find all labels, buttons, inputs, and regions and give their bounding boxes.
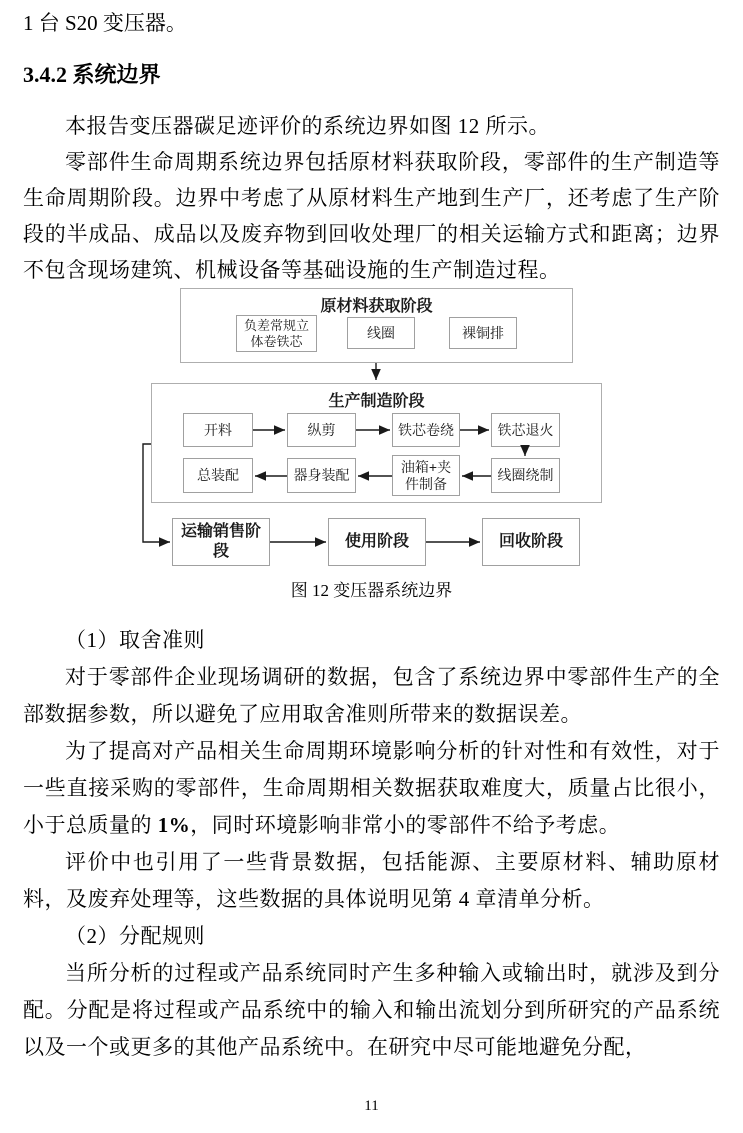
one-percent-rule-text-post: ，同时环境影响非常小的零部件不给予考虑。 <box>190 813 621 837</box>
process-box-body-assembly: 器身装配 <box>287 458 356 493</box>
stage-box-recycle: 回收阶段 <box>482 518 580 566</box>
paragraph-one-percent-rule <box>23 733 720 844</box>
stage-box-transport-sales: 运输销售阶段 <box>172 518 270 566</box>
process-box-final-assembly: 总装配 <box>183 458 253 493</box>
one-percent-rule-text-pre: 为了提高对产品相关生命周期环境影响分析的针对性和有效性，对于一些直接采购的零部件，生命周期相关数据获取难度大，质量占比很小，小于总质量的 <box>23 739 720 837</box>
one-percent-value: 1% <box>157 813 191 837</box>
paragraph-allocation-rule-title: （2）分配规则 <box>65 924 205 948</box>
intro-line: 1 台 S20 变压器。 <box>23 11 187 35</box>
section-heading: 3.4.2 系统边界 <box>23 62 161 87</box>
stage-box-use: 使用阶段 <box>328 518 426 566</box>
paragraph-overview: 本报告变压器碳足迹评价的系统边界如图 12 所示。 <box>65 114 550 138</box>
stage-title-production: 生产制造阶段 <box>328 393 425 410</box>
process-box-core-annealing: 铁芯退火 <box>491 413 560 447</box>
paragraph-background-data: 评价中也引用了一些背景数据，包括能源、主要原材料、辅助原材料，及废弃处理等，这些数据的具体说明见第 4 章清单分析。 <box>23 850 720 911</box>
stage-title-raw-material: 原材料获取阶段 <box>320 298 433 315</box>
paragraph-allocation-rule-body: 当所分析的过程或产品系统同时产生多种输入或输出时，就涉及到分配。分配是将过程或产品系统中的输入和输出流划分到所研究的产品系统以及一个或更多的其他产品系统中。在研究中尽可能地避免分配， <box>23 961 720 1059</box>
process-box-core-winding: 铁芯卷绕 <box>392 413 460 447</box>
paragraph-boundary-description: 零部件生命周期系统边界包括原材料获取阶段，零部件的生产制造等生命周期阶段。边界中考虑了从原材料生产地到生产厂，还考虑了生产阶段的半成品、成品以及废弃物到回收处理厂的相关运输方式和距离；边界不包含现场建筑、机械设备等基础设施的生产制造过程。 <box>23 150 720 282</box>
process-box-cutting: 开料 <box>183 413 253 447</box>
process-box-wound-core: 负差常规立体卷铁芯 <box>236 315 317 352</box>
text-block-above-figure <box>23 108 720 288</box>
page-number: 11 <box>364 1098 379 1114</box>
text-block-below-figure <box>23 622 720 1066</box>
figure-caption: 图 12 变压器系统边界 <box>290 581 453 600</box>
paragraph-cutoff-rule-body: 对于零部件企业现场调研的数据，包含了系统边界中零部件生产的全部数据参数，所以避免了应用取舍准则所带来的数据误差。 <box>23 665 720 726</box>
figure-system-boundary <box>0 288 743 622</box>
process-box-coil: 线圈 <box>347 317 415 349</box>
flowchart-arrows <box>0 288 743 622</box>
process-box-coil-winding: 线圈绕制 <box>491 458 560 493</box>
process-box-tank-clamp-prep: 油箱+夹件制备 <box>392 455 460 496</box>
process-box-bare-copper-bar: 裸铜排 <box>449 317 517 349</box>
process-box-slitting: 纵剪 <box>287 413 356 447</box>
paragraph-cutoff-rule-title: （1）取舍准则 <box>65 628 205 652</box>
connector-production-to-transport <box>143 444 170 542</box>
